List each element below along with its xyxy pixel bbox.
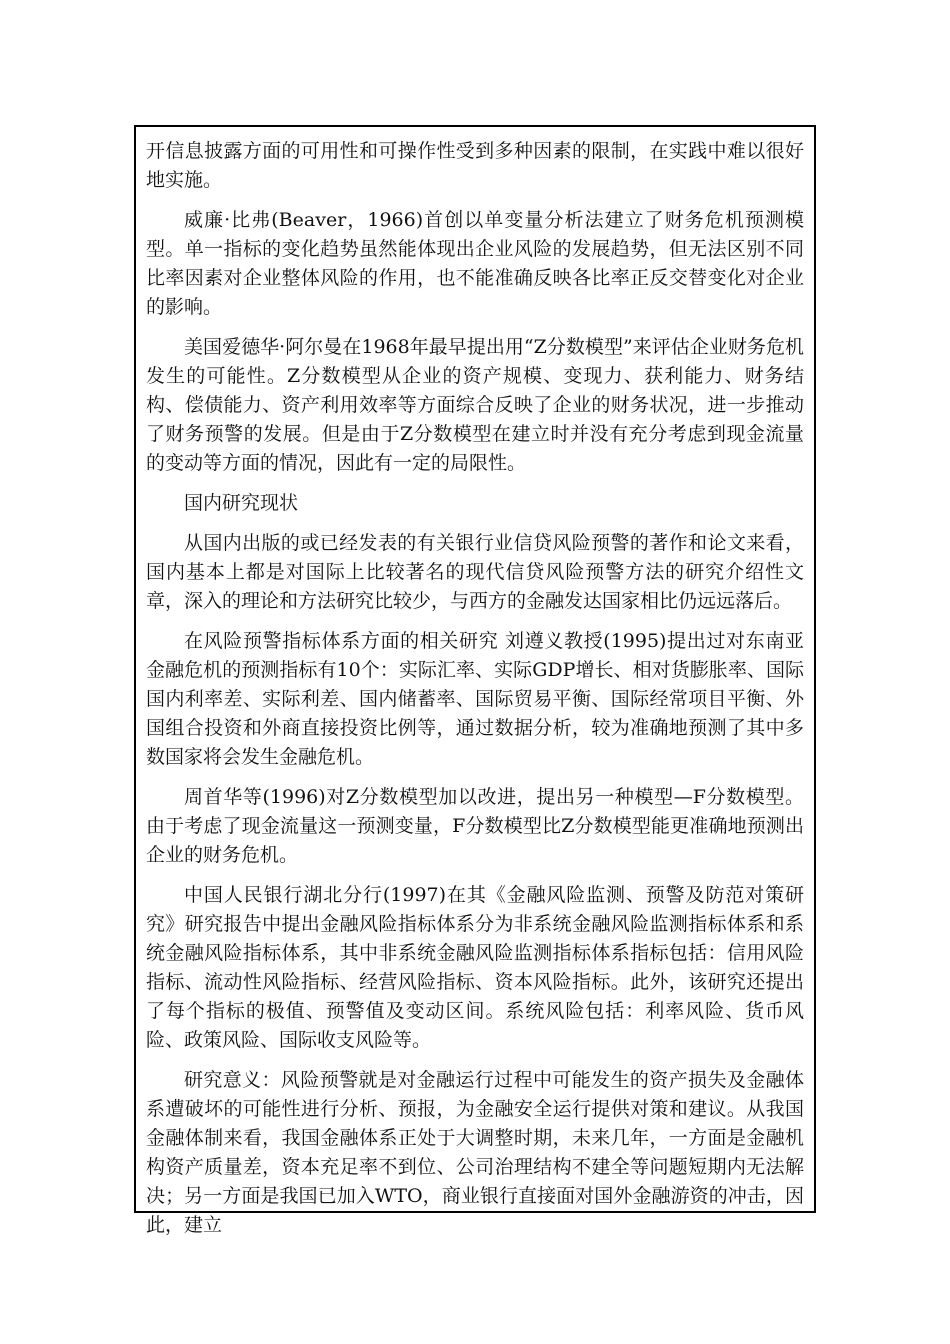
paragraph-research-significance: 研究意义：风险预警就是对金融运行过程中可能发生的资产损失及金融体系遭破坏的可能性进行分析、预报，为金融安全运行提供对策和建议。从我国金融体制来看，我国金融体系正处于大调整时期，未来几年，一方面是金融机构资产质量差，资本充足率不到位、公司治理结构不建全等问题短期内无法解决；另一方面是我国已加入WTO，商业银行直接面对国外金融游资的冲击，因此，建立	[146, 1069, 804, 1236]
paragraph-domestic-overview: 从国内出版的或已经发表的有关银行业信贷风险预警的著作和论文来看，国内基本上都是对国际上比较著名的现代信贷风险预警方法的研究介绍性文章，深入的理论和方法研究比较少，与西方的金融发达国家相比仍远远落后。	[146, 532, 804, 612]
section-heading-domestic: 国内研究现状	[184, 492, 299, 514]
paragraph-f-score: 周首华等(1996)对Z分数模型加以改进，提出另一种模型—F分数模型。由于考虑了现金流量这一预测变量，F分数模型比Z分数模型能更准确地预测出企业的财务危机。	[146, 786, 804, 866]
paragraph-altman: 美国爱德华·阿尔曼在1968年最早提出用“Z分数模型”来评估企业财务危机发生的可能性。Z分数模型从企业的资产规模、变现力、获利能力、财务结构、偿债能力、资产利用效率等方面综合反映了企业的财务状况，进一步推动了财务预警的发展。但是由于Z分数模型在建立时并没有充分考虑到现金流量的变动等方面的情况，因此有一定的局限性。	[146, 336, 804, 474]
document-body	[146, 137, 804, 1240]
paragraph-indicator-system: 在风险预警指标体系方面的相关研究 刘遵义教授(1995)提出过对东南亚金融危机的预测指标有10个：实际汇率、实际GDP增长、相对货膨胀率、国际国内利率差、实际利差、国内储蓄率、国际贸易平衡、国际经常项目平衡、外国组合投资和外商直接投资比例等，通过数据分析，较为准确地预测了其中多数国家将会发生金融危机。	[146, 630, 804, 768]
text-frame	[134, 125, 816, 1236]
paragraph-pboc-hubei: 中国人民银行湖北分行(1997)在其《金融风险监测、预警及防范对策研究》研究报告中提出金融风险指标体系分为非系统金融风险监测指标体系和系统金融风险指标体系，其中非系统金融风险监测指标体系指标包括：信用风险指标、流动性风险指标、经营风险指标、资本风险指标。此外，该研究还提出了每个指标的极值、预警值及变动区间。系统风险包括：利率风险、货币风险、政策风险、国际收支风险等。	[146, 884, 804, 1051]
paragraph-beaver: 威廉·比弗(Beaver，1966)首创以单变量分析法建立了财务危机预测模型。单一指标的变化趋势虽然能体现出企业风险的发展趋势，但无法区别不同比率因素对企业整体风险的作用，也不能准确反映各比率正反交替变化对企业的影响。	[146, 209, 804, 318]
paragraph-continuation: 开信息披露方面的可用性和可操作性受到多种因素的限制，在实践中难以很好地实施。	[146, 140, 804, 191]
